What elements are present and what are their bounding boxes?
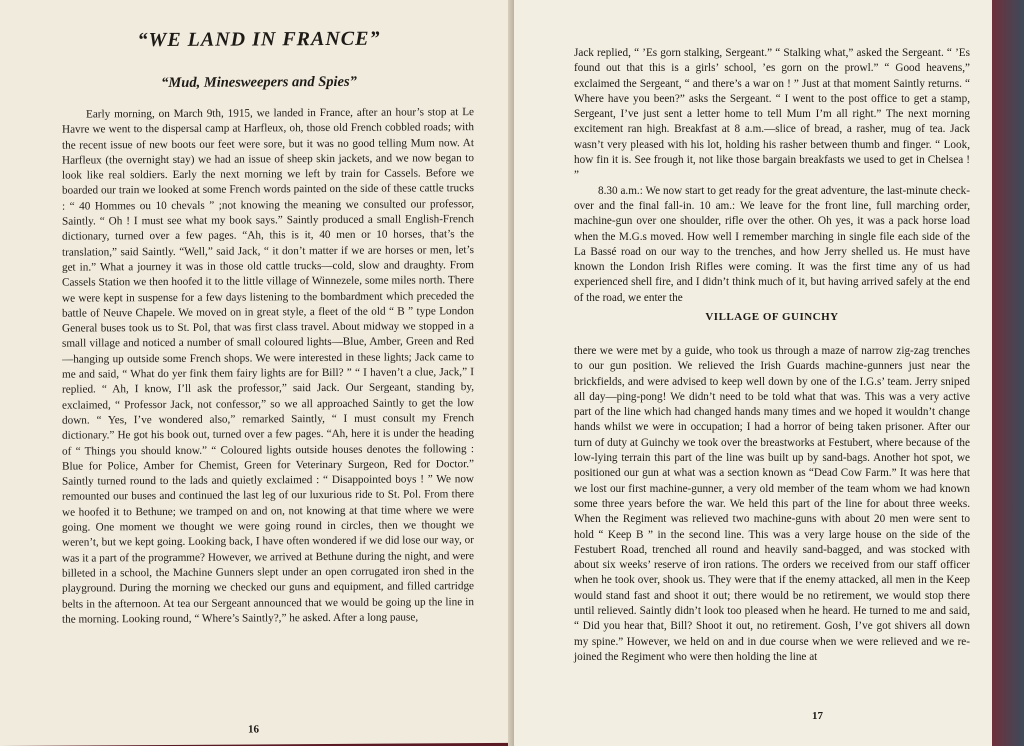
page-number-left: 16 xyxy=(248,723,259,736)
right-page-top-text xyxy=(574,46,970,306)
section-heading: VILLAGE OF GUINCHY xyxy=(705,311,839,323)
right-body-paragraph-3: there we were met by a guide, who took us through a maze of narrow zig-zag trenches to our gun position. We relieved the Irish Guards machine-gunners just near the brickfields, and were advised to keep well down by one of the I.G.s’ team. Jerry sniped all day—ping-pong! We didn’t need to be told what that was. This was a very active part of the line which had changed hands many times and we hoped it wouldn’t change hands whilst we were in occupation; I had a horror of being taken prisoner. After our turn of duty at Guinchy we took over the breastworks at Festubert, where because of the low-lying terrain this part of the line was built up by sand-bags. Another hot spot, we positioned our gun at what was a section known as “Dead Cow Farm.” It was here that we lost our first machine-gunner, a very old member of the team whom we had known some three years before the war. We held this part of the line for about three weeks. When the Regiment was relieved two machine-guns with about 20 men were sent to hold “ Keep B ” in the second line. This was a very large house on the side of the Festubert Road, trenched all round and heavily sand-bagged, and was stocked with about six weeks’ reserve of iron rations. The orders we received from our staff officer when he took over, shook us. They were that if the enemy attacked, all men in the Keep would stand fast and shoot it out; there would be no retirement, we would stop there until relieved. Saintly didn’t look too pleased when he heard. He turned to me and said, “ Did you hear that, Bill? Shoot it out, no retirement. Gosh, I’ve got shivers all down my spine.” However, we held on and in due course when we were relieved and we re-joined the Regiment who were then holding the line at xyxy=(574,345,970,663)
right-page xyxy=(514,0,992,746)
right-body-paragraph-1: Jack replied, “ ’Es gorn stalking, Sergeant.” “ Stalking what,” asked the Sergeant. “ ’Es found out that this is a girls’ school, ’es gorn on the prowl.” “ Good heavens,” exclaimed the Sergeant, “ and there’s a war on ! ” Just at that moment Saintly returns. “ Where have you been?” asks the Sergeant. “ I went to the post office to get a stamp, Sergeant, I’ve just sent a letter home to tell Mum I’m all right.” The next morning excitement ran high. Breakfast at 8 a.m.—slice of bread, a rasher, mug of tea. Jack wasn’t very pleased with his lot, holding his rasher between thumb and finger. “ Look, how fin it is. See frough it, not like those bargain breakfasts we used to get in Chelsea ! ” xyxy=(574,47,970,182)
right-body-paragraph-2: 8.30 a.m.: We now start to get ready for the great adventure, the last-minute check-over and the final fall-in. 10 am.: We leave for the front line, full marching order, machine-gun over one shoulder, rifle over the other. Oh yes, it was a pack horse load when the M.G.s moved. How well I remember marching in single file each side of the La Bassé road on our way to the trenches, and how Jerry shelled us. He must have known the London Irish Rifles were coming. It was the first time any of us had experienced shell fire, and I didn’t think much of it, but having arrived safely at the end of the road, we enter the xyxy=(574,184,970,304)
left-page-body xyxy=(62,105,474,628)
chapter-subtitle: “Mud, Minesweepers and Spies” xyxy=(161,73,357,92)
chapter-title: “WE LAND IN FRANCE” xyxy=(137,27,381,52)
right-page-bottom-text xyxy=(574,344,970,665)
left-body-paragraph: Early morning, on March 9th, 1915, we landed in France, after an hour’s stop at Le Havre we went to the dispersal camp at Harfleux, oh, those old French cobbled roads; with the recent issue of new boots our feet were sore, but it was no good telling Mum now. At Harfleux (the overnight stay) we had an issue of sheep skin jackets, and we now began to look like real soldiers. Early the next morning we left by train for Cassels. Before we boarded our train we looked at some French words painted on the side of these cattle trucks : “ 40 Hommes ou 10 chevals ” ;not knowing the meaning we consulted our professor, Saintly. “ Oh ! I must see what my book says.” Saintly produced a small English-French dictionary, turned over a few pages. “Ah, this is it, 40 men or 10 horses, that’s the translation,” said Saintly. “Well,” said Jack, “ it don’t matter if we are horses or men, let’s get in.” What a journey it was in those old cattle trucks—cold, slow and draughty. From Cassels Station we then hoofed it to the little village of Winnezele, some miles north. There we were kept in suspense for a few days listening to the bombardment which preceded the battle of Neuve Chapele. We moved on in great style, a fleet of the old “ B ” type London General buses took us to St. Pol, that was first class travel. About midway we stopped in a small village and noticed a number of small coloured lights—Blue, Amber, Green and Red—hanging up outside some French shops. We were interested in these lights; Jack came to me and said, “ What do yer fink them fairy lights are for Bill? ” “ I haven’t a clue, Jack,” I replied. “ Ah, I know, I’ll ask the professor,” said Jack. Our Sergeant, standing by, exclaimed, “ Professor Jack, not confessor,” so we all approached Saintly to get the low down. “ Yes, I’ve wondered also,” remarked Saintly, “ I must consult my French dictionary.” He got his book out, turned over a few pages. “Ah, here it is under the heading of “ Things you should know.” “ Coloured lights outside houses denotes the following : Blue for Police, Amber for Chemist, Green for Veterinary Surgeon, Red for Doctor.” Saintly turned round to the lads and quietly exclaimed : “ Disappointed boys ! ” We now remounted our buses and continued the last leg of our luxurious ride to St. Pol. From there we hoofed it to Bethune; we tramped on and on, not knowing at that time where we were going. One moment we thought we were going round in circles, then we thought we weren’t, but we kept going. Looking back, I have often wondered if we did lose our way, or was it a part of the programme? However, we arrived at Bethune during the night, and were billeted in a school, the Machine Gunners slept under an open corrugated iron shed in the playground. During the morning we checked our guns and equipment, and filled cartridge belts in the afternoon. At tea our Sergeant announced that we would be going up the line in the morning. Looking round, “ Where’s Saintly?,” he asked. After a long pause, xyxy=(62,106,474,626)
page-number-right: 17 xyxy=(812,710,823,722)
